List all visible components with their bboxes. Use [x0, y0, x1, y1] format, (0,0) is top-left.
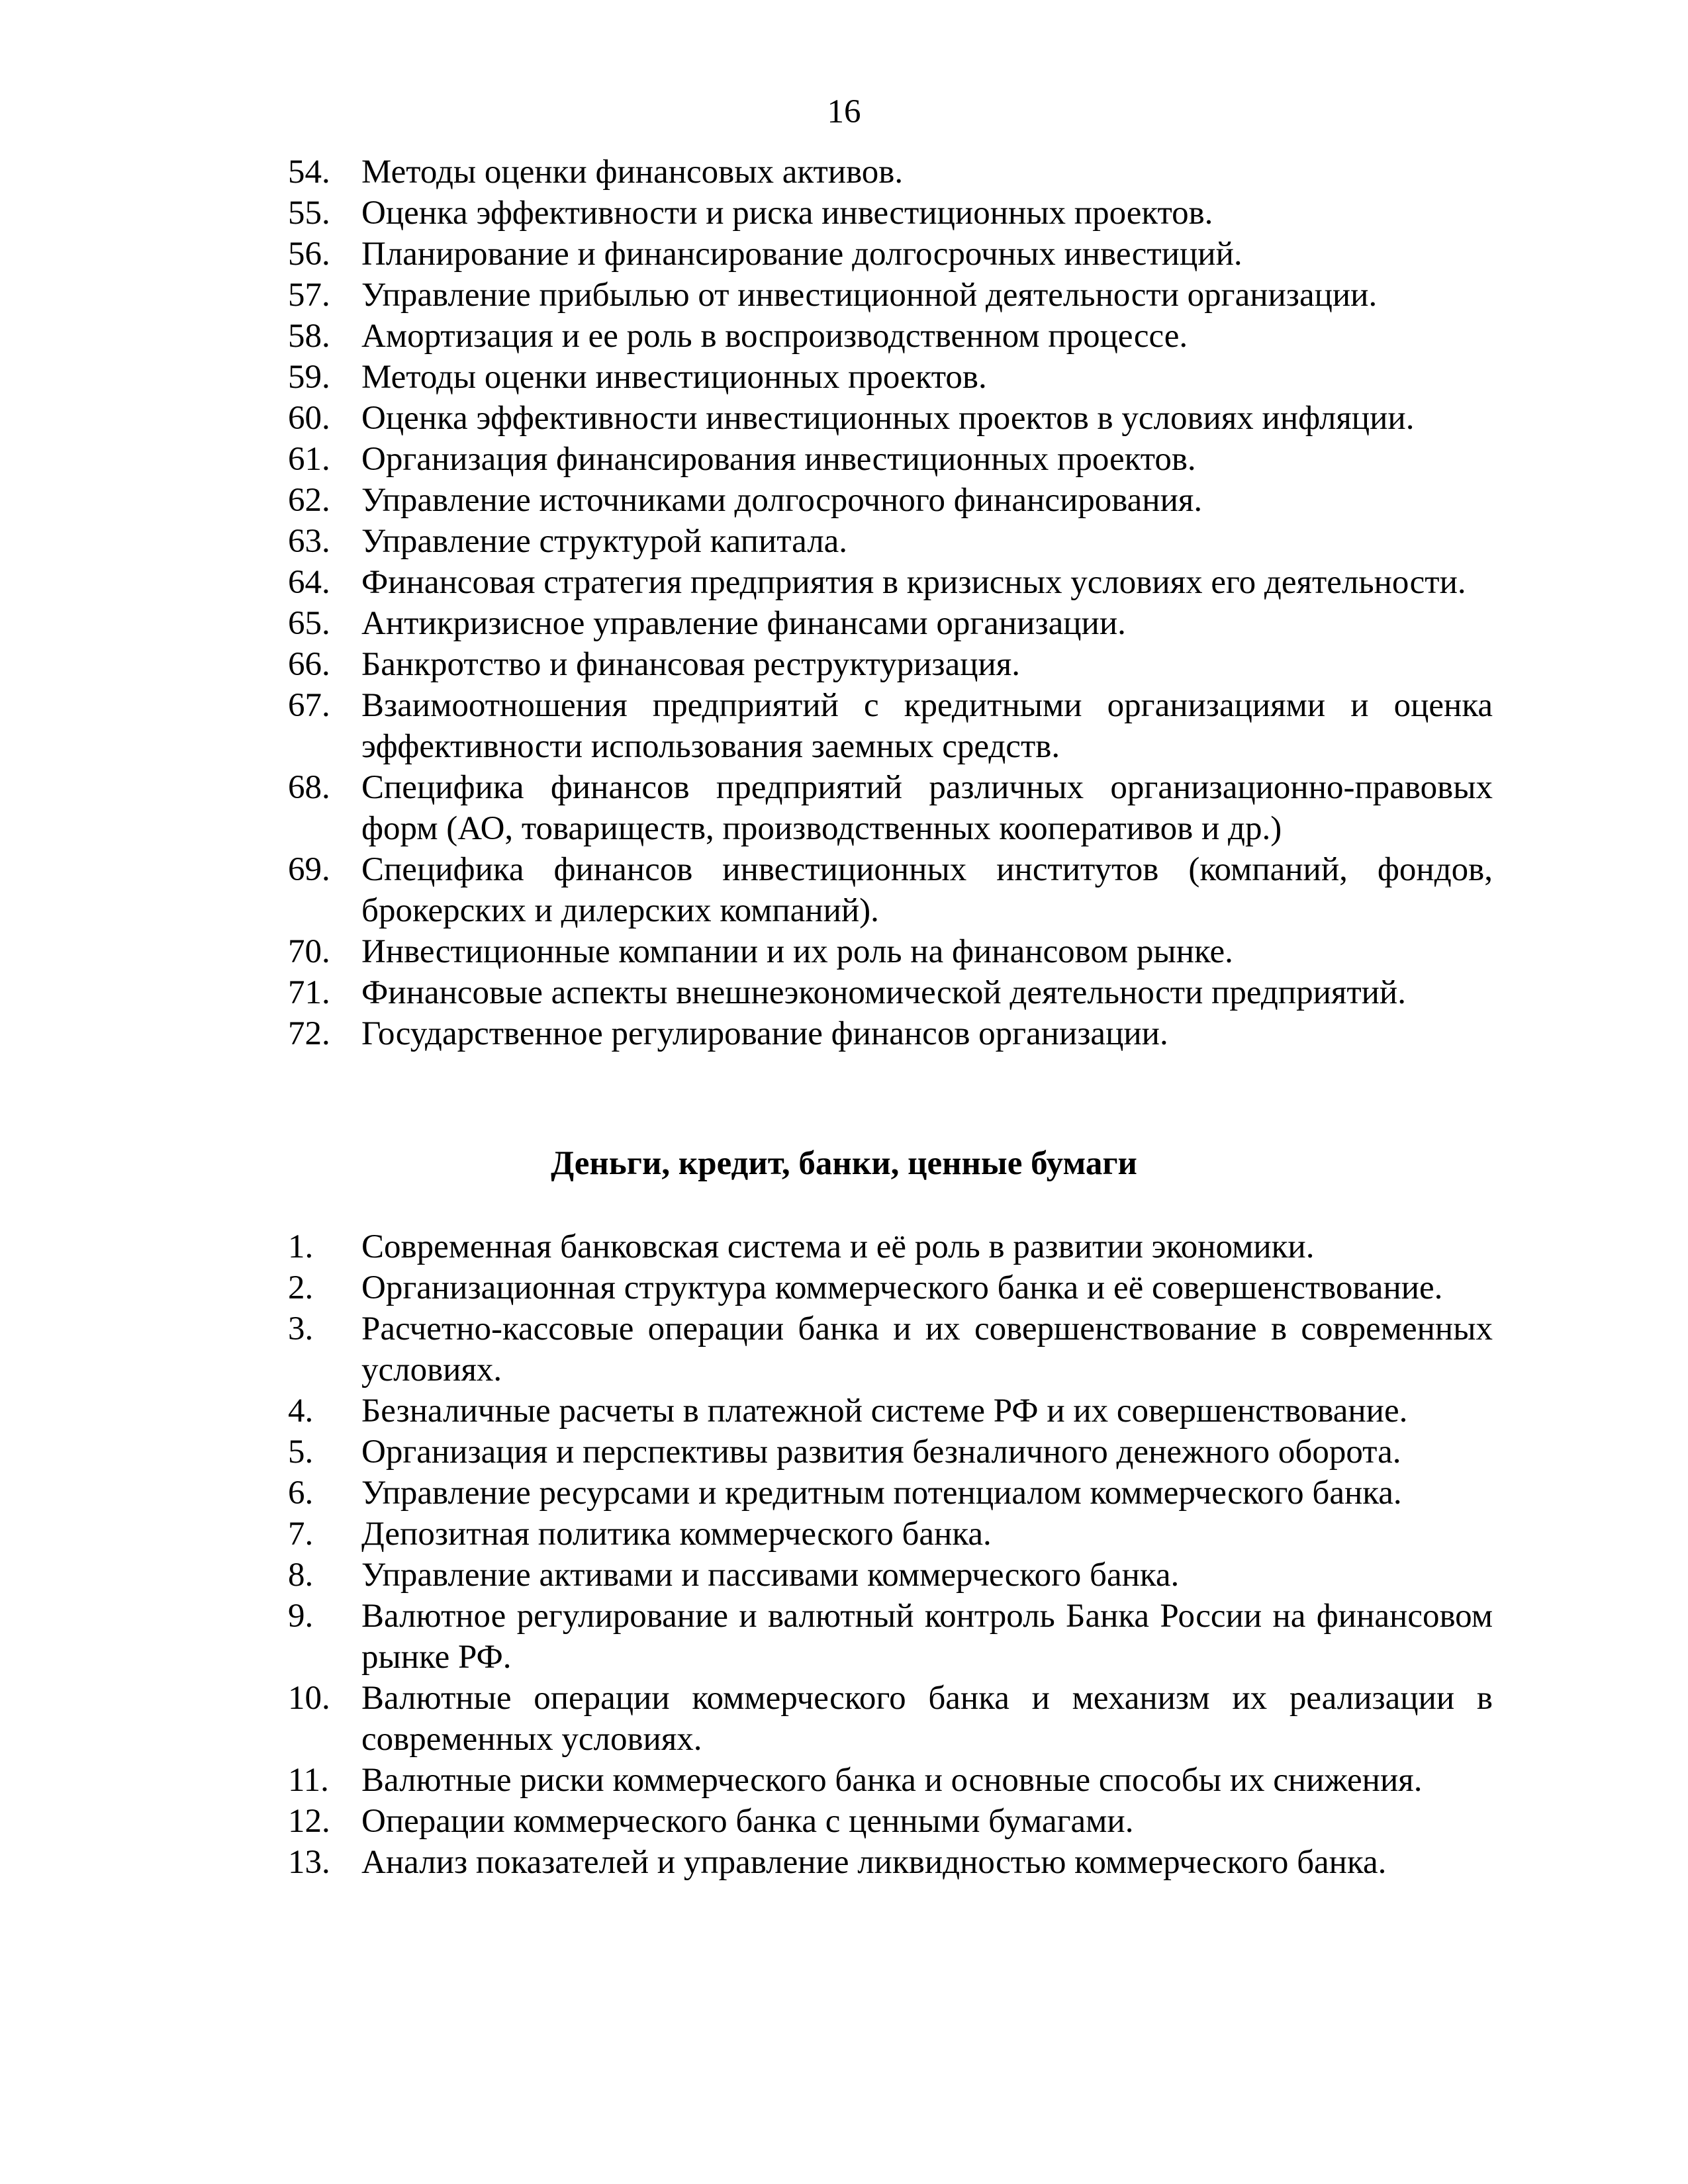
list-item [288, 931, 1493, 972]
list-item [288, 439, 1493, 480]
list-item [288, 972, 1493, 1013]
item-text: Безналичные расчеты в платежной системе РФ и их совершенствование. [361, 1392, 1408, 1430]
item-text: Анализ показателей и управление ликвидностью коммерческого банка. [361, 1844, 1387, 1881]
item-number: 1. [288, 1228, 314, 1265]
item-number: 72. [288, 1015, 330, 1052]
list-item [288, 1801, 1493, 1842]
topic-list-finance [288, 152, 1493, 1054]
item-text: Планирование и финансирование долгосрочных инвестиций. [361, 236, 1243, 273]
list-item [288, 480, 1493, 521]
list-item [288, 275, 1493, 316]
list-item [288, 1760, 1493, 1801]
item-text: Операции коммерческого банка с ценными бумагами. [361, 1803, 1134, 1840]
item-number: 12. [288, 1803, 330, 1840]
list-item [288, 685, 1493, 767]
item-number: 8. [288, 1557, 314, 1594]
item-text: Валютные операции коммерческого банка и механизм их реализации в современных условиях. [361, 1680, 1493, 1758]
list-item [288, 562, 1493, 603]
item-number: 56. [288, 236, 330, 273]
list-item [288, 849, 1493, 931]
item-number: 65. [288, 605, 330, 642]
item-text: Валютное регулирование и валютный контроль Банка России на финансовом рынке РФ. [361, 1598, 1493, 1676]
item-text: Государственное регулирование финансов организации. [361, 1015, 1168, 1052]
item-number: 63. [288, 523, 330, 560]
item-text: Управление прибылью от инвестиционной деятельности организации. [361, 277, 1378, 314]
item-text: Инвестиционные компании и их роль на финансовом рынке. [361, 933, 1233, 970]
list-item [288, 1267, 1493, 1308]
item-text: Депозитная политика коммерческого банка. [361, 1516, 992, 1553]
item-number: 67. [288, 687, 330, 724]
list-item [288, 234, 1493, 275]
list-item [288, 1514, 1493, 1555]
item-text: Расчетно-кассовые операции банка и их совершенствование в современных условиях. [361, 1310, 1493, 1388]
list-item [288, 1842, 1493, 1883]
item-text: Организация финансирования инвестиционных проектов. [361, 441, 1196, 478]
item-number: 70. [288, 933, 330, 970]
item-text: Оценка эффективности инвестиционных проектов в условиях инфляции. [361, 400, 1415, 437]
section-title: Деньги, кредит, банки, ценные бумаги [551, 1145, 1137, 1182]
item-number: 6. [288, 1475, 314, 1512]
item-number: 62. [288, 482, 330, 519]
item-number: 54. [288, 154, 330, 191]
list-item [288, 316, 1493, 357]
item-number: 3. [288, 1310, 314, 1347]
list-item [288, 1473, 1493, 1514]
item-number: 13. [288, 1844, 330, 1881]
list-item [288, 1390, 1493, 1432]
item-number: 61. [288, 441, 330, 478]
topic-list-banking [288, 1226, 1493, 1883]
list-item [288, 152, 1493, 193]
item-text: Банкротство и финансовая реструктуризация. [361, 646, 1020, 683]
item-number: 11. [288, 1762, 329, 1799]
list-item [288, 1678, 1493, 1760]
item-text: Оценка эффективности и риска инвестиционных проектов. [361, 195, 1213, 232]
item-number: 10. [288, 1680, 330, 1717]
item-number: 55. [288, 195, 330, 232]
item-text: Управление структурой капитала. [361, 523, 848, 560]
item-number: 60. [288, 400, 330, 437]
item-text: Управление активами и пассивами коммерческого банка. [361, 1557, 1180, 1594]
list-item [288, 1308, 1493, 1390]
item-text: Методы оценки финансовых активов. [361, 154, 904, 191]
item-text: Специфика финансов предприятий различных организационно-правовых форм (АО, товариществ, производственных кооперативов и др.) [361, 769, 1493, 847]
item-number: 71. [288, 974, 330, 1011]
list-item [288, 521, 1493, 562]
item-text: Современная банковская система и её роль в развитии экономики. [361, 1228, 1315, 1265]
list-item [288, 398, 1493, 439]
item-number: 7. [288, 1516, 314, 1553]
item-text: Управление источниками долгосрочного финансирования. [361, 482, 1203, 519]
item-text: Методы оценки инвестиционных проектов. [361, 359, 987, 396]
item-text: Финансовая стратегия предприятия в кризисных условиях его деятельности. [361, 564, 1466, 601]
list-item [288, 1555, 1493, 1596]
item-text: Валютные риски коммерческого банка и основные способы их снижения. [361, 1762, 1423, 1799]
list-item [288, 193, 1493, 234]
list-item [288, 1226, 1493, 1267]
list-item [288, 644, 1493, 685]
list-item [288, 1013, 1493, 1054]
list-item [288, 1596, 1493, 1678]
item-number: 59. [288, 359, 330, 396]
item-number: 9. [288, 1598, 314, 1635]
list-item [288, 1432, 1493, 1473]
item-number: 57. [288, 277, 330, 314]
item-number: 69. [288, 851, 330, 888]
item-number: 2. [288, 1269, 314, 1306]
item-text: Организация и перспективы развития безналичного денежного оборота. [361, 1433, 1401, 1471]
item-number: 4. [288, 1392, 314, 1430]
item-text: Организационная структура коммерческого банка и её совершенствование. [361, 1269, 1443, 1306]
list-item [288, 357, 1493, 398]
page-number: 16 [827, 93, 861, 130]
item-text: Управление ресурсами и кредитным потенциалом коммерческого банка. [361, 1475, 1402, 1512]
item-text: Взаимоотношения предприятий с кредитными организациями и оценка эффективности использования заемных средств. [361, 687, 1493, 765]
item-number: 66. [288, 646, 330, 683]
item-text: Антикризисное управление финансами организации. [361, 605, 1126, 642]
item-number: 58. [288, 318, 330, 355]
item-text: Специфика финансов инвестиционных институтов (компаний, фондов, брокерских и дилерских компаний). [361, 851, 1493, 929]
item-number: 64. [288, 564, 330, 601]
item-number: 68. [288, 769, 330, 806]
item-text: Финансовые аспекты внешнеэкономической деятельности предприятий. [361, 974, 1406, 1011]
list-item [288, 603, 1493, 644]
item-text: Амортизация и ее роль в воспроизводственном процессе. [361, 318, 1188, 355]
item-number: 5. [288, 1433, 314, 1471]
list-item [288, 767, 1493, 849]
